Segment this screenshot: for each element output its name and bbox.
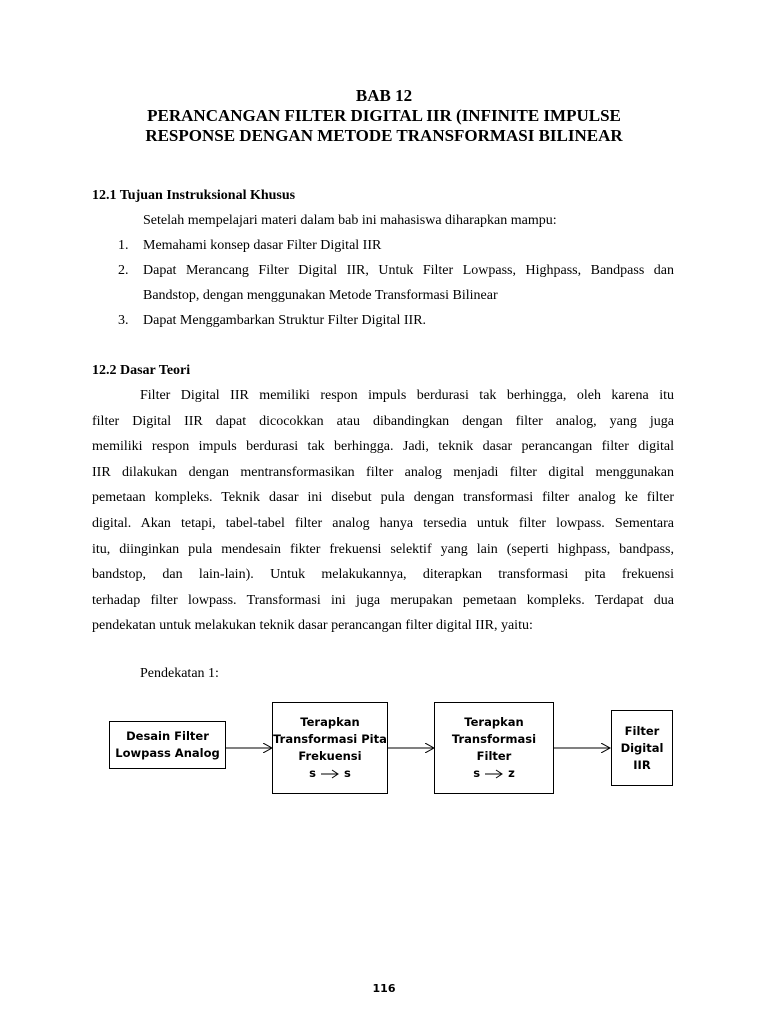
box-line: IIR	[633, 757, 651, 772]
block-diagram	[0, 690, 768, 810]
mapping-from: s	[309, 766, 316, 780]
box-line: Terapkan	[300, 715, 360, 729]
arrow-right-icon	[484, 769, 504, 779]
objective-text: Dapat Merancang Filter Digital IIR, Untuk Filter Lowpass, Highpass, Bandpass dan	[143, 263, 674, 278]
mapping-from: s	[473, 766, 481, 780]
box-line: Desain Filter	[126, 729, 209, 743]
objective-text: Memahami konsep dasar Filter Digital IIR	[143, 238, 382, 253]
box-line: Transformasi Pita	[273, 732, 387, 746]
box-digital-iir-filter	[611, 710, 673, 786]
paragraph-line: IIR dilakukan dengan mentransformasikan filter analog menjadi filter digital menggunakan	[92, 464, 674, 480]
box-line: Frekuensi	[298, 749, 362, 763]
mapping-s-to-s	[309, 765, 351, 782]
paragraph-line: pendekatan untuk melakukan teknik dasar perancangan filter digital IIR, yaitu:	[92, 618, 533, 634]
box-line: Transformasi	[451, 732, 537, 746]
objective-number: 2.	[118, 263, 129, 278]
chapter-title-line-2: RESPONSE DENGAN METODE TRANSFORMASI BILINEAR	[145, 126, 623, 145]
box-frequency-band-transform	[272, 702, 388, 794]
section-heading-objectives: 12.1 Tujuan Instruksional Khusus	[92, 188, 296, 203]
box-filter-transform	[434, 702, 554, 794]
mapping-s-to-z	[473, 765, 515, 782]
paragraph-line: itu, diinginkan pula mendesain fikter frekuensi selektif yang lain (seperti highpass, bandpass,	[92, 541, 674, 557]
objective-text: Bandstop, dengan menggunakan Metode Transformasi Bilinear	[143, 288, 498, 303]
theory-paragraph	[92, 387, 674, 643]
paragraph-line: memiliki respon impuls berdurasi tak berhingga. Jadi, teknik dasar perancangan filter digital	[92, 439, 674, 455]
section-heading-theory: 12.2 Dasar Teori	[92, 363, 191, 378]
arrow-right-icon	[320, 769, 340, 779]
objective-number: 3.	[118, 313, 129, 328]
paragraph-line: bandstop, dan lain-lain). Untuk melakukannya, diterapkan transformasi pita frekuensi	[92, 567, 674, 583]
approach-label: Pendekatan 1:	[140, 666, 219, 681]
mapping-to: s	[344, 766, 351, 780]
box-line: Digital	[620, 740, 664, 755]
box-analog-lowpass-design	[109, 721, 226, 769]
chapter-number: BAB 12	[355, 86, 413, 105]
objectives-intro: Setelah mempelajari materi dalam bab ini mahasiswa diharapkan mampu:	[143, 213, 557, 228]
box-line: Terapkan	[464, 715, 524, 729]
paragraph-line: digital. Akan tetapi, tabel-tabel filter analog hanya tersedia untuk filter lowpass. Sementara	[92, 515, 674, 531]
paragraph-line: Filter Digital IIR memiliki respon impuls berdurasi tak berhingga, oleh karena itu	[140, 388, 674, 403]
page-number: 116	[372, 982, 396, 995]
paragraph-line: pemetaan kompleks. Teknik dasar ini disebut pula dengan transformasi filter analog ke filter	[92, 490, 674, 506]
chapter-title-line-1: PERANCANGAN FILTER DIGITAL IIR (INFINITE IMPULSE	[147, 106, 621, 125]
objective-number: 1.	[118, 238, 129, 253]
mapping-to: z	[508, 766, 515, 780]
box-line: Filter	[624, 723, 660, 738]
box-line: Lowpass Analog	[115, 746, 220, 760]
paragraph-line: terhadap filter lowpass. Transformasi ini juga merupakan pemetaan kompleks. Terdapat dua	[92, 592, 674, 608]
chapter-title	[92, 86, 676, 146]
box-line: Filter	[476, 749, 512, 763]
objective-text: Dapat Menggambarkan Struktur Filter Digital IIR.	[143, 313, 427, 328]
paragraph-line: filter Digital IIR dapat dicocokkan atau dibandingkan dengan filter analog, yang juga	[92, 413, 674, 429]
